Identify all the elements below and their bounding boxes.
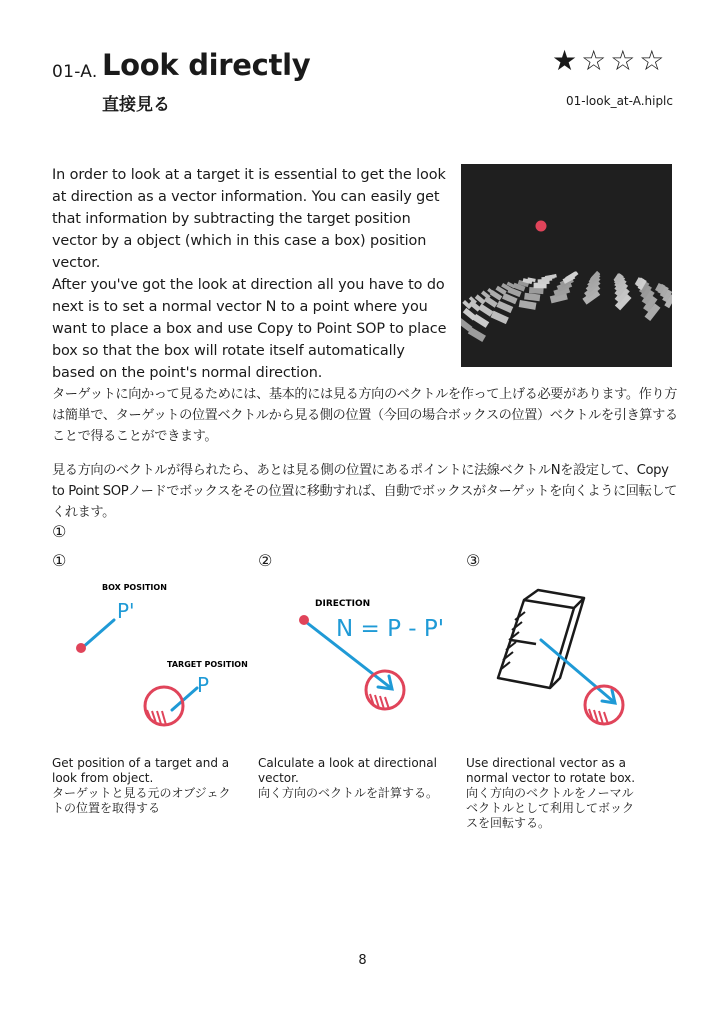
page-title: Look directly xyxy=(102,48,311,82)
render-box xyxy=(496,301,513,313)
step-2-caption-ja: 向く方向のベクトルを計算する。 xyxy=(258,786,439,800)
page-number: 8 xyxy=(358,953,367,968)
p-label: P xyxy=(197,673,210,697)
step-1-caption-ja: ターゲットと見る元のオブジェクトの位置を取得する xyxy=(52,786,231,815)
step-3-illustration xyxy=(466,570,676,740)
step-2-caption xyxy=(258,756,448,801)
render-box xyxy=(519,300,537,310)
box-position-dot xyxy=(299,615,309,625)
difficulty-rating: ★☆☆☆ xyxy=(552,44,669,77)
paragraph-ja-2: 見る方向のベクトルが得られたら、あとは見る側の位置にあるポイントに法線ベクトルNを設定して、Copy to Point SOPノードでボックスをその位置に移動すれば、自動でボックスがターゲットを向くように回転してくれます。 xyxy=(52,463,677,520)
step-1-caption-en: Get position of a target and a look from object. xyxy=(52,756,230,785)
paragraph-en-2: After you've got the look at direction all you have to do next is to set a normal vector N to a point where you want to place a box and use Copy to Point SOP to place box so that the box will rotate itself automatically based on the point's normal direction. xyxy=(52,277,447,381)
page-subtitle: 直接見る xyxy=(102,95,170,115)
p-prime-label: P' xyxy=(117,599,135,623)
boxes-render xyxy=(461,164,672,367)
filename-label: 01-look_at-A.hiplc xyxy=(566,94,673,108)
stray-marker: ① xyxy=(52,522,67,541)
render-box xyxy=(468,327,486,342)
target-circle xyxy=(366,671,404,709)
step-3-caption xyxy=(466,756,651,831)
render-box xyxy=(491,311,509,324)
target-hatching xyxy=(589,709,608,724)
target-hatching xyxy=(370,694,389,709)
box-arrow xyxy=(82,620,114,648)
render-box xyxy=(478,304,493,317)
step-1-number: ① xyxy=(52,551,67,570)
direction-formula: N = P - P' xyxy=(336,616,445,642)
target-hatching xyxy=(147,710,166,725)
step-2-caption-en: Calculate a look at directional vector. xyxy=(258,756,437,785)
step-1-caption xyxy=(52,756,252,816)
render-box xyxy=(463,308,477,321)
step-3-number: ③ xyxy=(466,551,481,570)
step-3-caption-en: Use directional vector as a normal vector to rotate box. xyxy=(466,756,636,785)
step-2-illustration xyxy=(258,570,458,740)
render-box xyxy=(524,293,540,302)
box-position-label: BOX POSITION xyxy=(102,583,167,592)
render-target-sphere xyxy=(536,221,547,232)
step-2-number: ② xyxy=(258,551,273,570)
step-1-illustration xyxy=(52,570,252,740)
direction-label: DIRECTION xyxy=(315,599,371,609)
step-3-caption-ja: 向く方向のベクトルをノーマルベクトルとして利用してボックスを回転する。 xyxy=(466,786,635,830)
box-position-dot xyxy=(76,643,86,653)
section-id: 01-A. xyxy=(52,62,98,82)
render-image xyxy=(461,164,672,367)
paragraph-en-1: In order to look at a target it is essential to get the look at direction as a vector information. You can easily get that information by subtracting the target position vector by a object (which in this case a box) position vector. xyxy=(52,167,446,271)
target-position-label: TARGET POSITION xyxy=(167,660,248,669)
normal-vector xyxy=(541,640,614,702)
paragraph-ja-1: ターゲットに向かって見るためには、基本的には見る方向のベクトルを作って上げる必要があります。作り方は簡単で、ターゲットの位置ベクトルから見る側の位置（今回の場合ボックスの位置）ベクトルを引き算することで得ることができます。 xyxy=(52,387,678,444)
